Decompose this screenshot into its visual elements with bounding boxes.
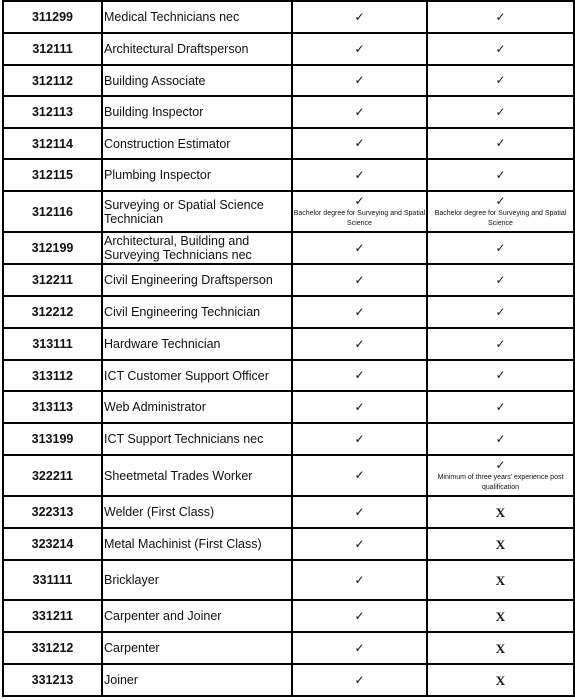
eligibility-cell-a <box>292 496 427 528</box>
occupation-title: Civil Engineering Technician <box>102 296 292 328</box>
check-mark-icon: ✓ <box>354 608 365 623</box>
check-mark-icon: ✓ <box>495 368 506 382</box>
check-mark-icon: ✓ <box>354 368 365 382</box>
table-row <box>3 632 574 664</box>
check-mark-icon: ✓ <box>354 240 365 255</box>
table-row <box>3 664 574 696</box>
table-row <box>3 1 574 33</box>
eligibility-cell-a <box>292 528 427 560</box>
check-mark-icon: ✓ <box>354 572 365 587</box>
eligibility-cell-b <box>427 1 574 33</box>
occupation-title: Surveying or Spatial Science Technician <box>102 191 292 232</box>
eligibility-cell-a <box>292 296 427 328</box>
eligibility-cell-b <box>427 232 574 264</box>
check-mark-icon: ✓ <box>495 399 506 414</box>
occupation-title: Architectural Draftsperson <box>102 33 292 65</box>
occupation-title: Civil Engineering Draftsperson <box>102 264 292 296</box>
occupation-title: Construction Estimator <box>102 128 292 159</box>
occupation-title: Sheetmetal Trades Worker <box>102 455 292 496</box>
occupation-title: Web Administrator <box>102 391 292 423</box>
check-mark-icon: ✓ <box>354 640 365 655</box>
occupation-code: 331213 <box>3 664 102 696</box>
check-mark-icon: ✓ <box>354 9 365 24</box>
eligibility-cell-a <box>292 664 427 696</box>
occupation-code: 312114 <box>3 128 102 159</box>
eligibility-cell-b <box>427 560 574 600</box>
occupation-title: Building Associate <box>102 65 292 96</box>
check-mark-icon: ✓ <box>354 167 365 182</box>
eligibility-cell-b <box>427 632 574 664</box>
table-row <box>3 328 574 360</box>
check-mark-icon: ✓ <box>495 104 506 119</box>
eligibility-cell-a <box>292 159 427 191</box>
check-mark-icon: ✓ <box>495 272 506 287</box>
occupation-table <box>2 0 575 697</box>
check-mark-icon: ✓ <box>495 9 506 24</box>
occupation-code: 312199 <box>3 232 102 264</box>
occupation-code: 331211 <box>3 600 102 632</box>
check-mark-icon: ✓ <box>495 457 506 472</box>
occupation-title: Hardware Technician <box>102 328 292 360</box>
occupation-table-body <box>3 1 574 696</box>
check-mark-icon: ✓ <box>354 193 365 208</box>
occupation-code: 312212 <box>3 296 102 328</box>
check-mark-icon: ✓ <box>495 41 506 56</box>
occupation-title: Welder (First Class) <box>102 496 292 528</box>
eligibility-cell-a <box>292 65 427 96</box>
check-mark-icon: ✓ <box>354 136 365 150</box>
eligibility-cell-b <box>427 328 574 360</box>
check-mark-icon: ✓ <box>354 672 365 687</box>
eligibility-cell-b <box>427 600 574 632</box>
occupation-code: 311299 <box>3 1 102 33</box>
table-row <box>3 191 574 232</box>
check-mark-icon: ✓ <box>354 336 365 351</box>
check-mark-icon: ✓ <box>354 536 365 551</box>
eligibility-cell-a <box>292 96 427 128</box>
occupation-code: 331111 <box>3 560 102 600</box>
eligibility-cell-b <box>427 496 574 528</box>
table-row <box>3 496 574 528</box>
check-mark-icon: ✓ <box>495 336 506 351</box>
eligibility-cell-a <box>292 423 427 455</box>
cross-mark-icon: X <box>495 672 506 688</box>
cross-mark-icon: X <box>495 536 506 552</box>
occupation-code: 313199 <box>3 423 102 455</box>
occupation-code: 313111 <box>3 328 102 360</box>
table-row <box>3 96 574 128</box>
eligibility-cell-a <box>292 128 427 159</box>
occupation-code: 312211 <box>3 264 102 296</box>
eligibility-cell-a <box>292 1 427 33</box>
table-row <box>3 159 574 191</box>
table-row <box>3 423 574 455</box>
occupation-title: ICT Customer Support Officer <box>102 360 292 391</box>
table-row <box>3 455 574 496</box>
occupation-code: 312115 <box>3 159 102 191</box>
table-row <box>3 391 574 423</box>
occupation-code: 312113 <box>3 96 102 128</box>
occupation-code: 312111 <box>3 33 102 65</box>
occupation-code: 312116 <box>3 191 102 232</box>
eligibility-cell-b <box>427 33 574 65</box>
check-mark-icon: ✓ <box>354 431 365 446</box>
occupation-code: 313113 <box>3 391 102 423</box>
table-row <box>3 528 574 560</box>
cross-mark-icon: X <box>495 640 506 656</box>
eligibility-note: Bachelor degree for Surveying and Spatial Science <box>434 209 567 227</box>
check-mark-icon: ✓ <box>495 136 506 150</box>
check-mark-icon: ✓ <box>354 399 365 414</box>
table-row <box>3 560 574 600</box>
check-mark-icon: ✓ <box>354 104 365 119</box>
eligibility-cell-a <box>292 264 427 296</box>
occupation-code: 312112 <box>3 65 102 96</box>
eligibility-cell-a <box>292 232 427 264</box>
eligibility-note: Bachelor degree for Surveying and Spatial Science <box>293 209 426 227</box>
check-mark-icon: ✓ <box>354 468 365 482</box>
cross-mark-icon: X <box>495 608 506 624</box>
eligibility-cell-a <box>292 33 427 65</box>
check-mark-icon: ✓ <box>354 304 365 319</box>
check-mark-icon: ✓ <box>495 431 506 446</box>
occupation-title: Architectural, Building and Surveying Technicians nec <box>102 232 292 264</box>
check-mark-icon: ✓ <box>354 73 365 87</box>
check-mark-icon: ✓ <box>354 272 365 287</box>
eligibility-cell-b <box>427 296 574 328</box>
eligibility-cell-a <box>292 600 427 632</box>
table-row <box>3 65 574 96</box>
occupation-code: 323214 <box>3 528 102 560</box>
occupation-code: 322211 <box>3 455 102 496</box>
occupation-code: 322313 <box>3 496 102 528</box>
table-row <box>3 232 574 264</box>
occupation-title: ICT Support Technicians nec <box>102 423 292 455</box>
occupation-title: Joiner <box>102 664 292 696</box>
table-row <box>3 264 574 296</box>
check-mark-icon: ✓ <box>495 73 506 87</box>
eligibility-cell-b <box>427 159 574 191</box>
occupation-title: Plumbing Inspector <box>102 159 292 191</box>
eligibility-cell-b <box>427 264 574 296</box>
eligibility-cell-b <box>427 96 574 128</box>
table-row <box>3 33 574 65</box>
eligibility-cell-a <box>292 360 427 391</box>
eligibility-cell-a <box>292 455 427 496</box>
occupation-title: Carpenter <box>102 632 292 664</box>
cross-mark-icon: X <box>495 504 506 520</box>
eligibility-cell-a <box>292 632 427 664</box>
eligibility-cell-b <box>427 391 574 423</box>
eligibility-cell-b <box>427 191 574 232</box>
check-mark-icon: ✓ <box>354 41 365 56</box>
cross-mark-icon: X <box>495 572 506 588</box>
eligibility-cell-b <box>427 360 574 391</box>
table-row <box>3 600 574 632</box>
eligibility-cell-b <box>427 65 574 96</box>
eligibility-cell-b <box>427 423 574 455</box>
check-mark-icon: ✓ <box>354 504 365 519</box>
eligibility-cell-b <box>427 664 574 696</box>
eligibility-cell-a <box>292 191 427 232</box>
check-mark-icon: ✓ <box>495 167 506 182</box>
table-row <box>3 360 574 391</box>
check-mark-icon: ✓ <box>495 193 506 208</box>
check-mark-icon: ✓ <box>495 240 506 255</box>
occupation-title: Building Inspector <box>102 96 292 128</box>
occupation-code: 331212 <box>3 632 102 664</box>
check-mark-icon: ✓ <box>495 304 506 319</box>
eligibility-note: Minimum of three years' experience post qualification <box>437 473 564 491</box>
occupation-title: Carpenter and Joiner <box>102 600 292 632</box>
eligibility-cell-b <box>427 528 574 560</box>
eligibility-cell-a <box>292 328 427 360</box>
eligibility-cell-a <box>292 391 427 423</box>
eligibility-cell-b <box>427 455 574 496</box>
table-row <box>3 128 574 159</box>
occupation-title: Metal Machinist (First Class) <box>102 528 292 560</box>
table-row <box>3 296 574 328</box>
occupation-code: 313112 <box>3 360 102 391</box>
eligibility-cell-b <box>427 128 574 159</box>
eligibility-cell-a <box>292 560 427 600</box>
occupation-title: Bricklayer <box>102 560 292 600</box>
occupation-title: Medical Technicians nec <box>102 1 292 33</box>
